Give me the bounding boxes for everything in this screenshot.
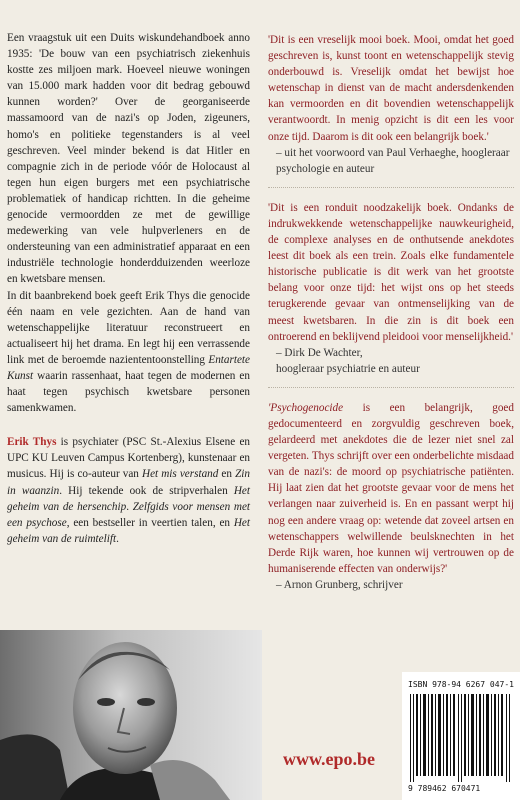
isbn-label: ISBN 978-94 6267 047-1 (408, 680, 514, 689)
quote-divider (268, 387, 514, 388)
attribution-grunberg: – Arnon Grunberg, schrijver (276, 578, 403, 591)
barcode-digits: 9 789462 670471 (408, 784, 481, 793)
barcode-bars (408, 694, 514, 782)
attribution-de-wachter-name: – Dirk De Wachter, (276, 346, 363, 359)
author-bio: Erik Thys is psychiater (PSC St.-Alexius Elsene en UPC KU Leuven Campus Kortenberg), kunstenaar en musicus. Hij is co-auteur van Het mis verstand en Zin in waanzin. Hij tekende ook de stripverhalen Het geheim van de hersenchip. Zelfgids voor mensen met een psychose, een bestseller in veertien talen, en Het geheim van de ruimtelift. (7, 436, 251, 545)
quote-de-wachter: 'Dit is een ronduit noodzakelijk boek. Ondanks de indrukwekkende wetenschappelijke nauwkeurigheid, de complexe analyses en de onthutsende anekdotes leest dit boek als een trein. Zoals elke fundamentele historische publicatie is dit werk van het grootste belang voor onze tijd: het wijst ons op het steeds terugkerende gevaar van ontmenselijking van de meest kwetsbaren. In die zin is dit boek een ontroerend en beklijvend pleidooi voor menselijkheid.' (268, 201, 514, 343)
review-quotes (268, 32, 514, 593)
quote-divider (268, 187, 514, 188)
quote-verhaeghe: 'Dit is een vreselijk mooi boek. Mooi, omdat het goed geschreven is, kunst toont en wetenschappelijk stevig onderbouwd is. Vreselijk omdat het bewijst hoe wetenschap in dienst van de macht andersdenkenden kan vermoorden en dit bovendien wetenschappelijk verantwoordt. In menig opzicht is dit een les voor onze tijd. Daarom is dit ook een belangrijk boek.' (268, 34, 514, 143)
back-cover-blurb (7, 30, 250, 547)
attribution-verhaeghe: – uit het voorwoord van Paul Verhaeghe, hoogleraar psychologie en auteur (276, 146, 510, 175)
quote-grunberg: 'Psychogenocide is een belangrijk, goed gedocumenteerd en zorgvuldig geschreven boek, gelardeerd met anekdotes die de lezer niet snel zal vergeten. Thys schrijft over een onderbelichte misdaad van de nazi's: de moord op psychiatrische patiënten. Hij laat zien dat het grootste gevaar voor de mens het verlangen naar zuiverheid is. En en passant werpt hij nog een andere vraag op: wetende dat zoveel artsen en wetenschappers welwillende beulsknechten in het Derde Rijk waren, hoe kunnen wij vertrouwen op de humaniserende effecten van onderwijs?' (268, 401, 514, 575)
isbn-barcode (402, 672, 520, 800)
author-name: Erik Thys (7, 436, 57, 449)
attribution-de-wachter-title: hoogleraar psychiatrie en auteur (276, 362, 420, 375)
author-photo (0, 630, 262, 800)
intro-paragraph: Een vraagstuk uit een Duits wiskundehandboek anno 1935: 'De bouw van een psychiatrisch ziekenhuis kostte zes miljoen mark. Hoeveel nieuwe woningen van 15.000 mark hadden voor dit bedrag gebouwd kunnen worden?' Over de georganiseerde massamoord van de nazi's op Joden, zigeuners, homo's en politieke tegenstanders is al veel geschreven. Veel minder bekend is dat Hitler en compagnie zich in de periode vóór de Holocaust al tegen hun eigen burgers met een psychiatrische problematiek of handicap richtten. In die geheime genocide vermoordden ze met de gewillige medewerking van vele hulpverleners en de ondersteuning van een administratief apparaat en een industriële technologie honderdduizenden weerloze en kwetsbare mensen. (7, 32, 250, 286)
second-paragraph: In dit baanbrekend boek geeft Erik Thys die genocide één naam en vele gezichten. Aan de hand van wetenschappelijke literatuur reconstrueert en actualiseert hij het drama. En legt hij een verrassende link met de beroemde naziententoonstelling Entartete Kunst waarin rassenhaat, haat tegen de modernen en haat tegen psychisch kwetsbare personen samenkwamen. (7, 289, 250, 415)
publisher-website: www.epo.be (283, 749, 376, 769)
